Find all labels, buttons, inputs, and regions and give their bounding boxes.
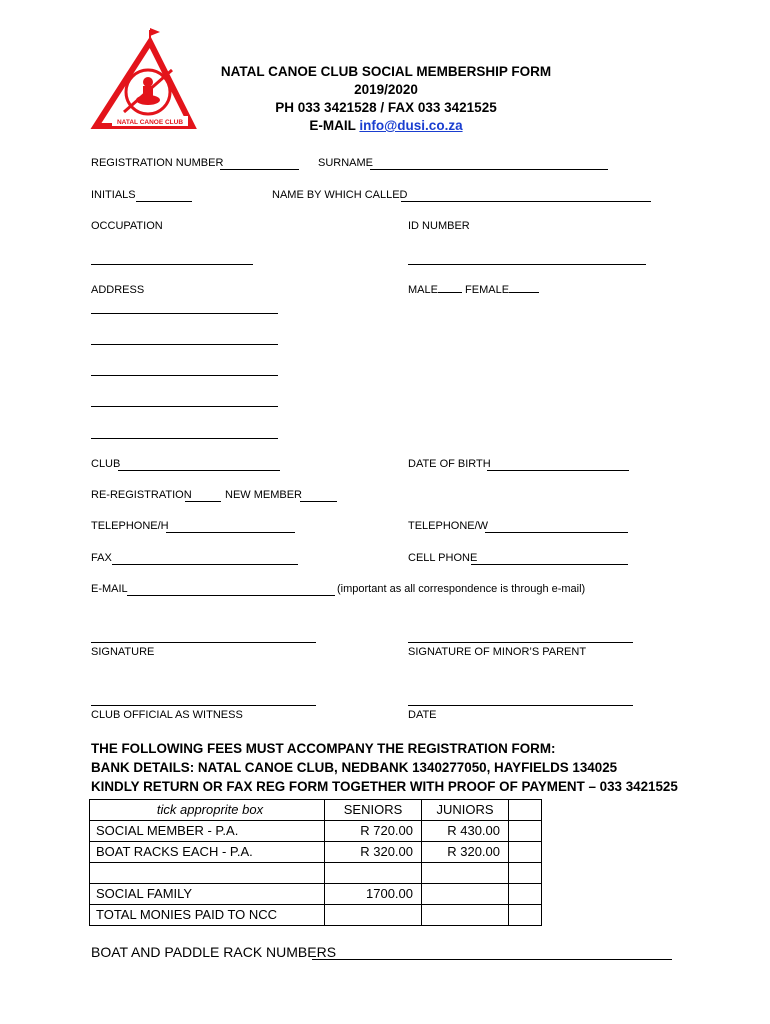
tick-box[interactable] <box>509 863 542 884</box>
juniors-header: JUNIORS <box>422 800 509 821</box>
tick-header: tick approprite box <box>90 800 325 821</box>
new-member-field[interactable] <box>300 501 337 502</box>
tick-box[interactable] <box>509 842 542 863</box>
dob-label: DATE OF BIRTH <box>408 458 491 470</box>
social-member-label: SOCIAL MEMBER - P.A. <box>90 821 325 842</box>
address-label: ADDRESS <box>91 284 145 296</box>
id-number-field[interactable] <box>408 264 646 265</box>
id-number-label: ID NUMBER <box>408 220 470 232</box>
reregistration-field[interactable] <box>185 501 221 502</box>
natal-canoe-club-logo <box>88 26 200 134</box>
initials-field[interactable] <box>136 201 192 202</box>
tick-box[interactable] <box>509 821 542 842</box>
email-header: E-MAIL info@dusi.co.za <box>309 118 463 133</box>
table-row <box>90 863 542 884</box>
boat-racks-label: BOAT RACKS EACH - P.A. <box>90 842 325 863</box>
tick-box[interactable] <box>509 884 542 905</box>
male-label: MALE <box>408 284 438 296</box>
registration-number-field[interactable] <box>220 169 299 170</box>
gender-group <box>408 284 539 296</box>
fax-label: FAX <box>91 552 112 564</box>
return-instructions: KINDLY RETURN OR FAX REG FORM TOGETHER WITH PROOF OF PAYMENT – 033 3421525 <box>91 779 678 794</box>
rack-numbers-label: BOAT AND PADDLE RACK NUMBERS <box>91 944 337 960</box>
empty-cell <box>90 863 325 884</box>
cell-phone-field[interactable] <box>471 564 628 565</box>
fax-field[interactable] <box>112 564 298 565</box>
email-link[interactable]: info@dusi.co.za <box>359 118 463 133</box>
witness-label: CLUB OFFICIAL AS WITNESS <box>91 709 243 721</box>
signature-minor-field[interactable] <box>408 642 633 643</box>
witness-field[interactable] <box>91 705 316 706</box>
male-field[interactable] <box>438 292 462 293</box>
date-label: DATE <box>408 709 437 721</box>
registration-number-label: REGISTRATION NUMBER <box>91 157 224 169</box>
address-line-5[interactable] <box>91 438 278 439</box>
table-row <box>90 821 542 842</box>
form-year: 2019/2020 <box>354 82 418 97</box>
occupation-field[interactable] <box>91 264 253 265</box>
new-member-label: NEW MEMBER <box>225 489 302 501</box>
club-label: CLUB <box>91 458 121 470</box>
name-called-label: NAME BY WHICH CALLED <box>272 189 408 201</box>
total-label: TOTAL MONIES PAID TO NCC <box>90 905 325 926</box>
female-field[interactable] <box>509 292 539 293</box>
boat-racks-junior-fee: R 320.00 <box>422 842 509 863</box>
empty-cell <box>422 863 509 884</box>
seniors-header: SENIORS <box>325 800 422 821</box>
email-field[interactable] <box>127 595 335 596</box>
svg-text:NATAL CANOE CLUB: NATAL CANOE CLUB <box>116 119 184 126</box>
telephone-h-field[interactable] <box>166 532 295 533</box>
email-label: E-MAIL <box>91 583 128 595</box>
name-called-field[interactable] <box>401 201 651 202</box>
phone-fax: PH 033 3421528 / FAX 033 3421525 <box>275 100 497 115</box>
fees-heading: THE FOLLOWING FEES MUST ACCOMPANY THE REGISTRATION FORM: <box>91 741 556 756</box>
date-field[interactable] <box>408 705 633 706</box>
form-title: NATAL CANOE CLUB SOCIAL MEMBERSHIP FORM <box>220 64 552 79</box>
table-row <box>90 884 542 905</box>
address-line-2[interactable] <box>91 344 278 345</box>
social-member-senior-fee: R 720.00 <box>325 821 422 842</box>
boat-racks-senior-fee: R 320.00 <box>325 842 422 863</box>
email-note: (important as all correspondence is through e-mail) <box>337 583 586 595</box>
table-row <box>90 800 542 821</box>
table-row <box>90 905 542 926</box>
total-senior-field[interactable] <box>325 905 422 926</box>
telephone-h-label: TELEPHONE/H <box>91 520 169 532</box>
total-junior-field[interactable] <box>422 905 509 926</box>
signature-minor-label: SIGNATURE OF MINOR’S PARENT <box>408 646 587 658</box>
surname-label: SURNAME <box>318 157 374 169</box>
occupation-label: OCCUPATION <box>91 220 163 232</box>
signature-label: SIGNATURE <box>91 646 155 658</box>
initials-label: INITIALS <box>91 189 136 201</box>
social-family-label: SOCIAL FAMILY <box>90 884 325 905</box>
rack-numbers-field[interactable] <box>312 959 672 960</box>
reregistration-label: RE-REGISTRATION <box>91 489 192 501</box>
surname-field[interactable] <box>370 169 608 170</box>
address-line-3[interactable] <box>91 375 278 376</box>
club-field[interactable] <box>118 470 280 471</box>
female-label: FEMALE <box>465 284 510 296</box>
tick-box[interactable] <box>509 905 542 926</box>
empty-cell <box>422 884 509 905</box>
signature-field[interactable] <box>91 642 316 643</box>
dob-field[interactable] <box>487 470 629 471</box>
telephone-w-label: TELEPHONE/W <box>408 520 489 532</box>
telephone-w-field[interactable] <box>485 532 628 533</box>
social-family-senior-fee: 1700.00 <box>325 884 422 905</box>
fee-table <box>89 799 542 926</box>
address-line-1[interactable] <box>91 313 278 314</box>
table-row <box>90 842 542 863</box>
tick-box[interactable] <box>509 800 542 821</box>
empty-cell <box>325 863 422 884</box>
social-member-junior-fee: R 430.00 <box>422 821 509 842</box>
cell-phone-label: CELL PHONE <box>408 552 478 564</box>
address-line-4[interactable] <box>91 406 278 407</box>
bank-details: BANK DETAILS: NATAL CANOE CLUB, NEDBANK 1340277050, HAYFIELDS 134025 <box>91 760 618 775</box>
